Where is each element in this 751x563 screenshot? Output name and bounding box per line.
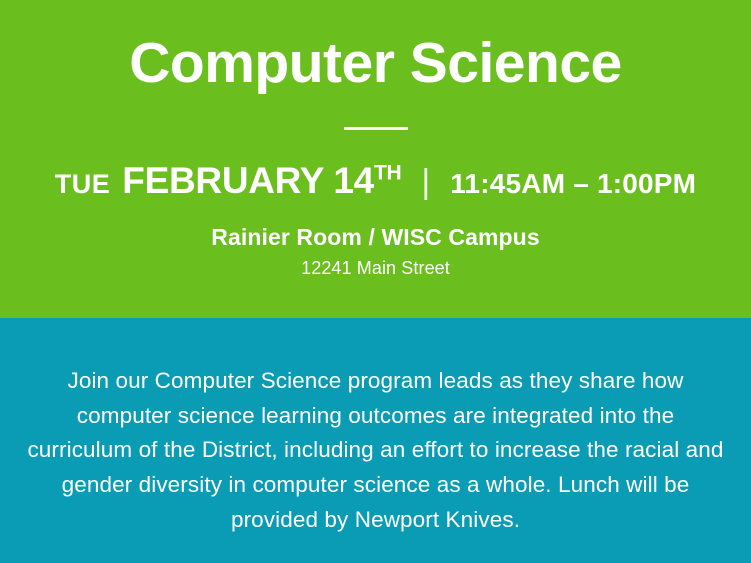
- event-time: 11:45AM – 1:00PM: [450, 167, 697, 199]
- page-title: Computer Science: [129, 31, 622, 95]
- flyer-body: [0, 318, 751, 563]
- event-description: Join our Computer Science program leads as they share how computer science learning outcomes are integrated into the curriculum of the District, including an effort to increase the racial and gender diversity in computer science as a whole. Lunch will be provided by Newport Knives.: [27, 368, 724, 532]
- event-date: [122, 160, 401, 202]
- event-date-suffix: TH: [373, 161, 402, 185]
- event-datetime: [55, 160, 696, 202]
- event-address: 12241 Main Street: [301, 257, 450, 278]
- event-venue: Rainier Room / WISC Campus: [211, 223, 540, 250]
- datetime-separator: |: [421, 162, 431, 201]
- event-day: TUE: [54, 168, 111, 199]
- title-divider: [344, 127, 408, 130]
- event-date-text: FEBRUARY 14: [122, 159, 374, 201]
